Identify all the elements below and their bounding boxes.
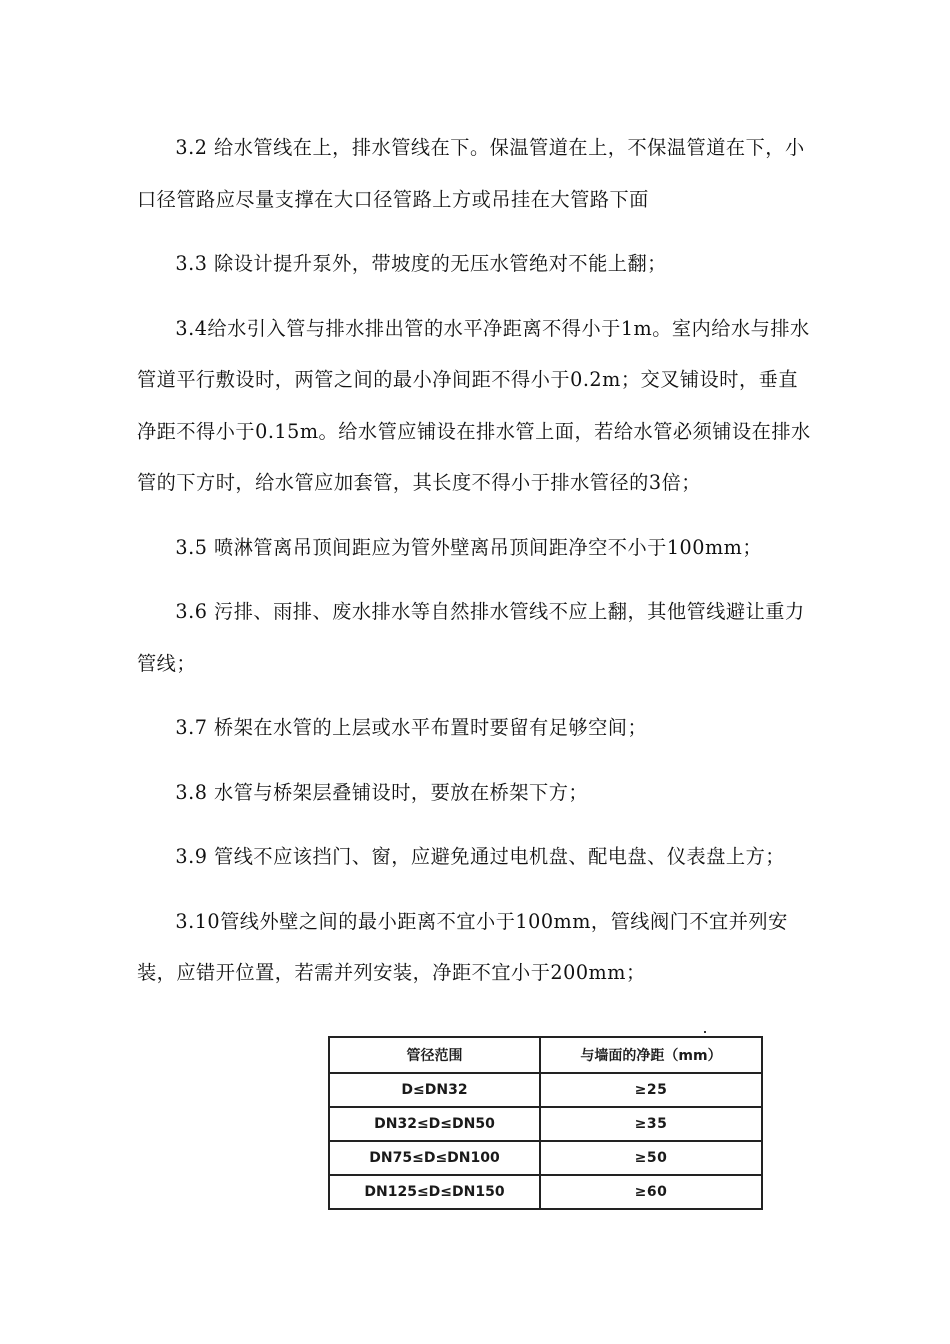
pipe-wall-clearance-table [328,1036,763,1210]
cell-clearance: ≥25 [540,1073,762,1107]
paragraph-3-7: 3.7 桥架在水管的上层或水平布置时要留有足够空间； [175,716,648,739]
paragraph-3-9: 3.9 管线不应该挡门、窗，应避免通过电机盘、配电盘、仪表盘上方； [175,845,785,868]
document-body [137,122,813,1012]
paragraph-3-2: 3.2 给水管线在上，排水管线在下。保温管道在上，不保温管道在下，小口径管路应尽量支撑在大口径管路上方或吊挂在大管路下面 [137,136,805,211]
paragraph-3-5: 3.5 喷淋管离吊顶间距应为管外壁离吊顶间距净空不小于100mm； [175,535,763,559]
paragraph-3-4: 3.4给水引入管与排水排出管的水平净距离不得小于1m。室内给水与排水管道平行敷设时，两管之间的最小净间距不得小于0.2m；交叉铺设时，垂直净距不得小于0.15m。给水管应铺设在排水管上面，若给水管必须铺设在排水管的下方时，给水管应加套管，其长度不得小于排水管径的3倍； [137,316,811,494]
table-row [329,1175,762,1209]
table-row [329,1107,762,1141]
stray-dot [704,1031,706,1033]
cell-pipe-range: DN75≤D≤DN100 [329,1141,540,1175]
header-wall-clearance: 与墙面的净距（mm） [540,1037,762,1073]
paragraph-3-8: 3.8 水管与桥架层叠铺设时，要放在桥架下方； [175,780,589,804]
table-row [329,1141,762,1175]
header-pipe-range: 管径范围 [329,1037,540,1073]
table-header-row [329,1037,762,1073]
table-row [329,1073,762,1107]
paragraph-3-6: 3.6 污排、雨排、废水排水等自然排水管线不应上翻，其他管线避让重力管线； [137,600,805,675]
paragraph-3-3: 3.3 除设计提升泵外，带坡度的无压水管绝对不能上翻； [175,252,667,275]
clearance-table-wrapper [328,1036,761,1210]
cell-pipe-range: DN125≤D≤DN150 [329,1175,540,1209]
cell-pipe-range: DN32≤D≤DN50 [329,1107,540,1141]
cell-pipe-range: D≤DN32 [329,1073,540,1107]
paragraph-3-10: 3.10管线外壁之间的最小距离不宜小于100mm，管线阀门不宜并列安装，应错开位置，若需并列安装，净距不宜小于200mm； [137,909,788,984]
cell-clearance: ≥60 [540,1175,762,1209]
cell-clearance: ≥50 [540,1141,762,1175]
cell-clearance: ≥35 [540,1107,762,1141]
